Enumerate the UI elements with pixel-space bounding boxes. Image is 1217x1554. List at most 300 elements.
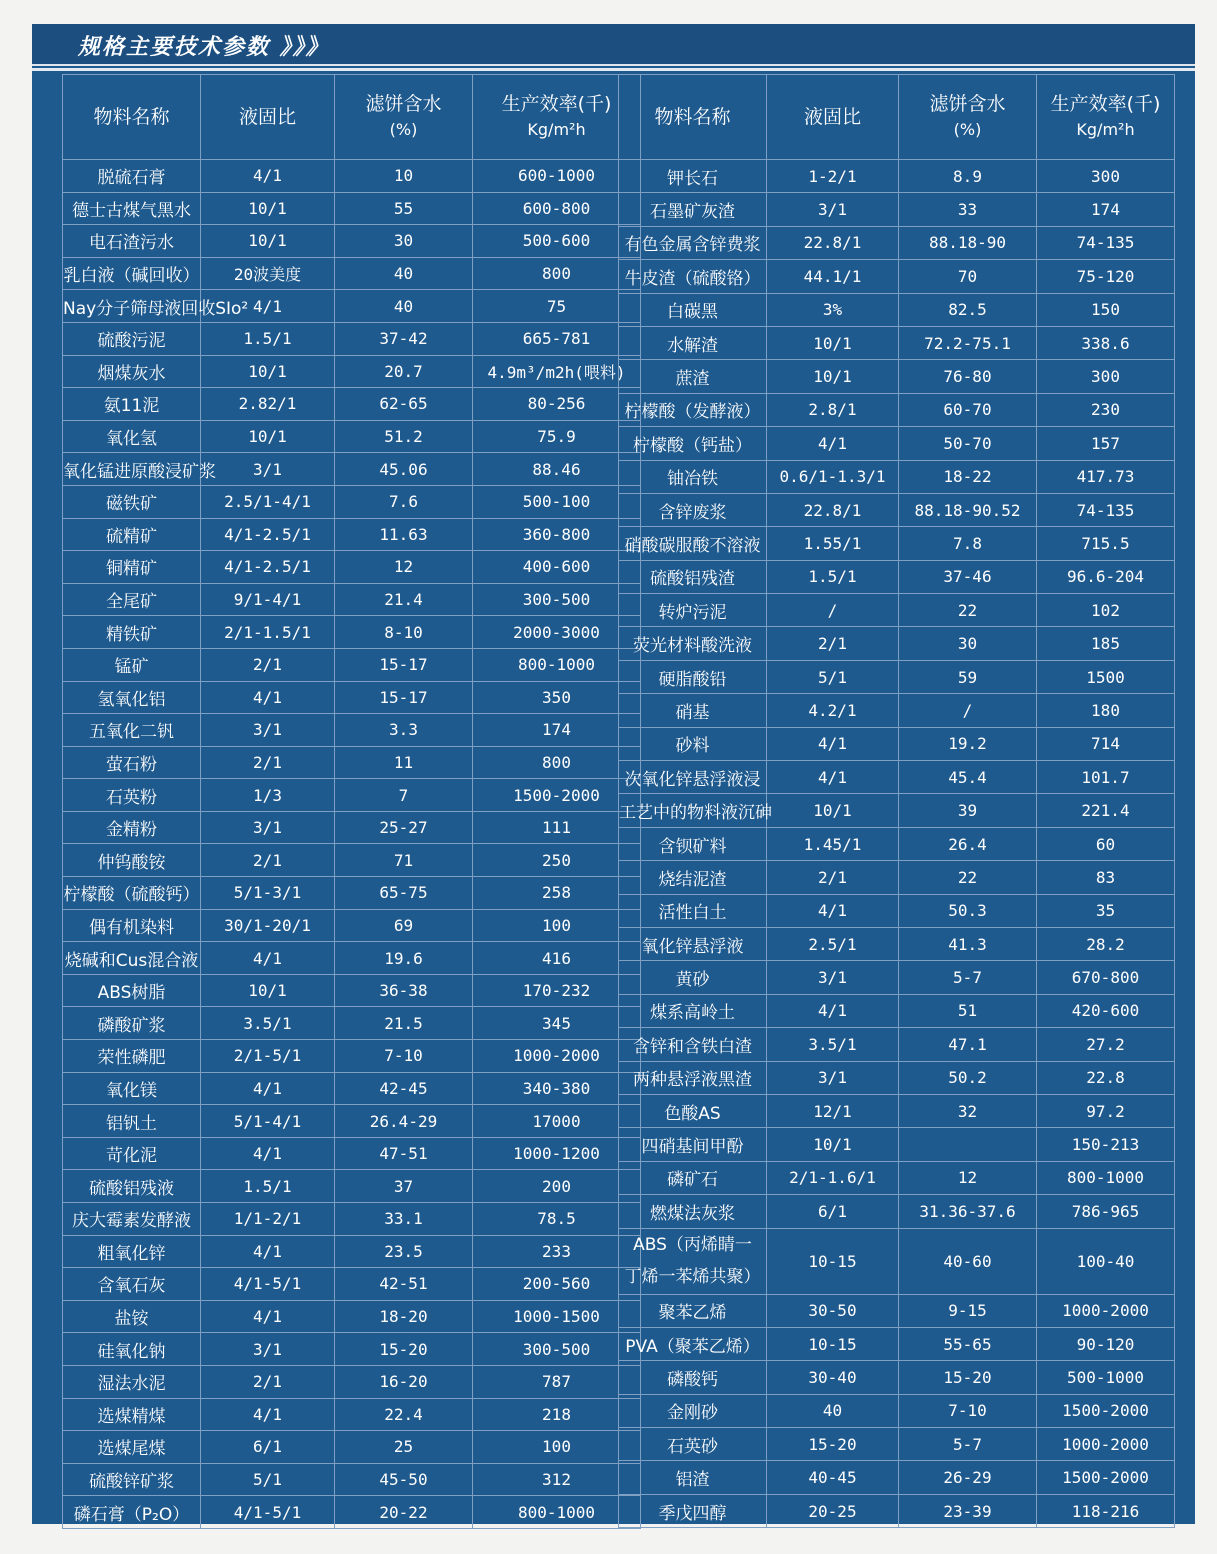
table-row xyxy=(63,877,641,910)
cell-name: 铝渣 xyxy=(619,1461,767,1494)
cell-ratio: 5/1-4/1 xyxy=(201,1105,335,1138)
cell-ratio: 0.6/1-1.3/1 xyxy=(767,460,899,493)
cell-efficiency: 230 xyxy=(1037,393,1175,426)
cell-name: 燃煤法灰浆 xyxy=(619,1195,767,1228)
table-row xyxy=(619,1161,1175,1194)
cell-moisture: 65-75 xyxy=(335,877,473,910)
col-header-efficiency-unit: Kg/m²h xyxy=(527,120,586,139)
cell-moisture: 37 xyxy=(335,1170,473,1203)
table-row xyxy=(619,360,1175,393)
cell-moisture: 5-7 xyxy=(899,961,1037,994)
cell-ratio: 3/1 xyxy=(201,714,335,747)
cell-ratio: 4/1 xyxy=(201,1300,335,1333)
table-row xyxy=(63,257,641,290)
title-divider xyxy=(32,68,1195,71)
cell-ratio: 20-25 xyxy=(767,1494,899,1527)
cell-ratio: 10/1 xyxy=(201,192,335,225)
cell-moisture: 33 xyxy=(899,193,1037,226)
cell-name: 硬脂酸铅 xyxy=(619,660,767,693)
cell-name: 硫酸锌矿浆 xyxy=(63,1463,201,1496)
cell-ratio: 4/1-5/1 xyxy=(201,1268,335,1301)
cell-ratio: 3/1 xyxy=(767,961,899,994)
cell-ratio: 3/1 xyxy=(767,1061,899,1094)
cell-ratio: 4/1 xyxy=(767,994,899,1027)
table-row xyxy=(619,827,1175,860)
cell-moisture: 59 xyxy=(899,660,1037,693)
cell-name: 荣性磷肥 xyxy=(63,1040,201,1073)
table-row xyxy=(63,322,641,355)
col-header-moisture xyxy=(335,75,473,160)
table-row xyxy=(619,1128,1175,1161)
col-header-efficiency xyxy=(473,75,641,160)
cell-efficiency: 200 xyxy=(473,1170,641,1203)
cell-efficiency: 101.7 xyxy=(1037,761,1175,794)
cell-moisture: 9-15 xyxy=(899,1294,1037,1327)
cell-efficiency: 665-781 xyxy=(473,322,641,355)
cell-name: 德士古煤气黑水 xyxy=(63,192,201,225)
cell-name: 锰矿 xyxy=(63,648,201,681)
spec-table-left xyxy=(62,74,641,1529)
cell-name: 石墨矿灰渣 xyxy=(619,193,767,226)
cell-efficiency: 350 xyxy=(473,681,641,714)
table-row xyxy=(619,1195,1175,1228)
cell-name: 磁铁矿 xyxy=(63,485,201,518)
cell-moisture: 7 xyxy=(335,779,473,812)
cell-ratio: 2/1-1.5/1 xyxy=(201,616,335,649)
cell-moisture: 45-50 xyxy=(335,1463,473,1496)
table-row xyxy=(63,648,641,681)
table-row xyxy=(63,1463,641,1496)
cell-name: 柠檬酸（发酵液） xyxy=(619,393,767,426)
cell-name: 硫酸污泥 xyxy=(63,322,201,355)
table-header-row xyxy=(619,75,1175,160)
cell-moisture: 20-22 xyxy=(335,1496,473,1529)
table-row xyxy=(619,1361,1175,1394)
table-row xyxy=(63,1203,641,1236)
cell-moisture: 19.2 xyxy=(899,727,1037,760)
cell-ratio: 3.5/1 xyxy=(767,1028,899,1061)
cell-name: 转炉污泥 xyxy=(619,594,767,627)
spec-table-right xyxy=(618,74,1175,1528)
cell-moisture: 45.06 xyxy=(335,453,473,486)
cell-efficiency: 416 xyxy=(473,942,641,975)
cell-name: Nay分子筛母液回收SIo² xyxy=(63,290,201,323)
table-row xyxy=(63,420,641,453)
cell-name: 有色金属含锌费浆 xyxy=(619,226,767,259)
col-header-name: 物料名称 xyxy=(63,75,201,160)
cell-ratio: 4/1-2.5/1 xyxy=(201,551,335,584)
cell-name: 煤系高岭土 xyxy=(619,994,767,1027)
cell-moisture: 15-17 xyxy=(335,681,473,714)
cell-efficiency: 80-256 xyxy=(473,388,641,421)
table-row xyxy=(63,779,641,812)
cell-ratio: 3/1 xyxy=(201,1333,335,1366)
cell-ratio: 10-15 xyxy=(767,1327,899,1360)
cell-efficiency: 100-40 xyxy=(1037,1228,1175,1294)
cell-name: PVA（聚苯乙烯） xyxy=(619,1327,767,1360)
cell-moisture: 33.1 xyxy=(335,1203,473,1236)
cell-moisture: 39 xyxy=(899,794,1037,827)
cell-ratio: 30-40 xyxy=(767,1361,899,1394)
cell-ratio: 3/1 xyxy=(201,453,335,486)
cell-name: 仲钨酸铵 xyxy=(63,844,201,877)
cell-moisture: 7.6 xyxy=(335,485,473,518)
table-row xyxy=(619,160,1175,193)
cell-moisture: 23-39 xyxy=(899,1494,1037,1527)
cell-ratio: 4/1 xyxy=(201,1398,335,1431)
cell-name: 聚苯乙烯 xyxy=(619,1294,767,1327)
cell-name: 萤石粉 xyxy=(63,746,201,779)
cell-efficiency: 715.5 xyxy=(1037,527,1175,560)
cell-ratio: 4/1 xyxy=(201,1072,335,1105)
cell-efficiency: 500-100 xyxy=(473,485,641,518)
cell-name: 乳白液（碱回收） xyxy=(63,257,201,290)
cell-efficiency: 360-800 xyxy=(473,518,641,551)
col-header-moisture-label: 滤饼含水 xyxy=(365,93,442,115)
cell-efficiency: 1000-2000 xyxy=(473,1040,641,1073)
cell-efficiency: 174 xyxy=(1037,193,1175,226)
table-row xyxy=(63,681,641,714)
cell-moisture: 5-7 xyxy=(899,1428,1037,1461)
cell-ratio: 10/1 xyxy=(201,355,335,388)
cell-efficiency: 200-560 xyxy=(473,1268,641,1301)
cell-efficiency: 150-213 xyxy=(1037,1128,1175,1161)
cell-efficiency: 111 xyxy=(473,811,641,844)
cell-ratio: 4/1 xyxy=(767,727,899,760)
cell-efficiency: 1500 xyxy=(1037,660,1175,693)
cell-name: 水解渣 xyxy=(619,326,767,359)
table-row xyxy=(619,861,1175,894)
cell-moisture: 23.5 xyxy=(335,1235,473,1268)
table-row xyxy=(619,627,1175,660)
table-row xyxy=(63,1496,641,1529)
cell-moisture: 21.5 xyxy=(335,1007,473,1040)
table-row xyxy=(619,794,1175,827)
cell-efficiency: 218 xyxy=(473,1398,641,1431)
table-row xyxy=(63,518,641,551)
cell-name: 金刚砂 xyxy=(619,1394,767,1427)
cell-ratio: 4/1 xyxy=(767,427,899,460)
cell-efficiency: 417.73 xyxy=(1037,460,1175,493)
table-row xyxy=(63,192,641,225)
cell-ratio: 4.2/1 xyxy=(767,694,899,727)
cell-moisture: 45.4 xyxy=(899,761,1037,794)
table-row xyxy=(63,1365,641,1398)
table-row xyxy=(63,1398,641,1431)
cell-moisture: 7-10 xyxy=(335,1040,473,1073)
cell-efficiency: 60 xyxy=(1037,827,1175,860)
cell-moisture: 30 xyxy=(335,225,473,258)
table-row xyxy=(63,1300,641,1333)
table-row xyxy=(619,326,1175,359)
cell-efficiency: 258 xyxy=(473,877,641,910)
cell-efficiency: 1500-2000 xyxy=(473,779,641,812)
cell-efficiency: 1000-1200 xyxy=(473,1137,641,1170)
cell-ratio: 4/1 xyxy=(767,761,899,794)
cell-name: 含锌和含铁白渣 xyxy=(619,1028,767,1061)
cell-ratio: 2/1 xyxy=(201,844,335,877)
cell-ratio: 10/1 xyxy=(767,794,899,827)
col-header-moisture-unit: (%) xyxy=(953,120,982,139)
table-row xyxy=(619,460,1175,493)
cell-moisture: 71 xyxy=(335,844,473,877)
table-row xyxy=(619,1327,1175,1360)
cell-moisture: 19.6 xyxy=(335,942,473,975)
table-row xyxy=(63,1268,641,1301)
cell-name: 氧化锰进原酸浸矿浆 xyxy=(63,453,201,486)
table-row xyxy=(619,994,1175,1027)
table-row xyxy=(619,1094,1175,1127)
cell-efficiency: 300-500 xyxy=(473,583,641,616)
col-header-name: 物料名称 xyxy=(619,75,767,160)
table-row xyxy=(63,1137,641,1170)
cell-name: ABS树脂 xyxy=(63,974,201,1007)
cell-moisture: 8.9 xyxy=(899,160,1037,193)
cell-ratio: 2.5/1-4/1 xyxy=(201,485,335,518)
cell-efficiency: 800-1000 xyxy=(473,1496,641,1529)
cell-moisture: 40 xyxy=(335,257,473,290)
col-header-ratio: 液固比 xyxy=(201,75,335,160)
cell-ratio: / xyxy=(767,594,899,627)
table-row xyxy=(619,1394,1175,1427)
cell-moisture: 18-22 xyxy=(899,460,1037,493)
cell-name: 硝基 xyxy=(619,694,767,727)
cell-moisture: 31.36-37.6 xyxy=(899,1195,1037,1228)
table-row xyxy=(63,811,641,844)
table-row xyxy=(63,1007,641,1040)
cell-name: 全尾矿 xyxy=(63,583,201,616)
cell-ratio: 44.1/1 xyxy=(767,260,899,293)
cell-name: 牛皮渣（硫酸铬） xyxy=(619,260,767,293)
cell-efficiency: 233 xyxy=(473,1235,641,1268)
cell-name: 钾长石 xyxy=(619,160,767,193)
cell-efficiency: 800 xyxy=(473,746,641,779)
cell-name: 盐铵 xyxy=(63,1300,201,1333)
col-header-efficiency-unit: Kg/m²h xyxy=(1076,120,1135,139)
cell-ratio: 4/1 xyxy=(201,160,335,193)
cell-efficiency: 800-1000 xyxy=(473,648,641,681)
cell-moisture: 42-45 xyxy=(335,1072,473,1105)
cell-ratio: 6/1 xyxy=(767,1195,899,1228)
cell-ratio: 5/1 xyxy=(201,1463,335,1496)
cell-efficiency: 88.46 xyxy=(473,453,641,486)
cell-efficiency: 250 xyxy=(473,844,641,877)
cell-moisture: 12 xyxy=(335,551,473,584)
cell-moisture: 69 xyxy=(335,909,473,942)
table-row xyxy=(619,761,1175,794)
cell-efficiency: 96.6-204 xyxy=(1037,560,1175,593)
cell-ratio: 10/1 xyxy=(201,974,335,1007)
cell-ratio: 4/1-5/1 xyxy=(201,1496,335,1529)
col-header-moisture-label: 滤饼含水 xyxy=(929,93,1006,115)
cell-ratio: 10/1 xyxy=(201,225,335,258)
cell-moisture: 8-10 xyxy=(335,616,473,649)
table-row xyxy=(619,193,1175,226)
cell-name: 铜精矿 xyxy=(63,551,201,584)
col-header-ratio: 液固比 xyxy=(767,75,899,160)
table-row xyxy=(619,1228,1175,1294)
table-row xyxy=(619,1428,1175,1461)
cell-name: 硫精矿 xyxy=(63,518,201,551)
cell-ratio: 30/1-20/1 xyxy=(201,909,335,942)
cell-ratio: 2.8/1 xyxy=(767,393,899,426)
cell-efficiency: 28.2 xyxy=(1037,927,1175,960)
table-row xyxy=(63,551,641,584)
cell-moisture: 55-65 xyxy=(899,1327,1037,1360)
cell-ratio: 2/1 xyxy=(201,1365,335,1398)
cell-moisture: 51 xyxy=(899,994,1037,1027)
cell-name: 工艺中的物料液沉砷 xyxy=(619,794,767,827)
cell-ratio: 2/1-5/1 xyxy=(201,1040,335,1073)
table-row xyxy=(619,927,1175,960)
cell-name: 季戊四醇 xyxy=(619,1494,767,1527)
cell-moisture: / xyxy=(899,694,1037,727)
cell-name: 湿法水泥 xyxy=(63,1365,201,1398)
cell-moisture: 47.1 xyxy=(899,1028,1037,1061)
cell-ratio: 15-20 xyxy=(767,1428,899,1461)
cell-moisture: 62-65 xyxy=(335,388,473,421)
cell-ratio: 10/1 xyxy=(767,360,899,393)
cell-efficiency: 300-500 xyxy=(473,1333,641,1366)
cell-moisture: 36-38 xyxy=(335,974,473,1007)
table-row xyxy=(619,1494,1175,1527)
cell-moisture: 3.3 xyxy=(335,714,473,747)
table-row xyxy=(63,974,641,1007)
cell-efficiency: 1500-2000 xyxy=(1037,1461,1175,1494)
table-row xyxy=(63,1072,641,1105)
cell-ratio: 1.55/1 xyxy=(767,527,899,560)
table-row xyxy=(63,844,641,877)
cell-efficiency: 400-600 xyxy=(473,551,641,584)
cell-name: 硫酸铝残渣 xyxy=(619,560,767,593)
cell-name: 含钡矿料 xyxy=(619,827,767,860)
cell-efficiency: 500-600 xyxy=(473,225,641,258)
table-row xyxy=(619,260,1175,293)
cell-moisture: 42-51 xyxy=(335,1268,473,1301)
cell-ratio: 1-2/1 xyxy=(767,160,899,193)
cell-efficiency: 600-800 xyxy=(473,192,641,225)
cell-name: 黄砂 xyxy=(619,961,767,994)
cell-efficiency: 1000-2000 xyxy=(1037,1428,1175,1461)
cell-efficiency: 180 xyxy=(1037,694,1175,727)
cell-name: 选煤尾煤 xyxy=(63,1431,201,1464)
cell-name: 磷酸钙 xyxy=(619,1361,767,1394)
cell-efficiency: 300 xyxy=(1037,360,1175,393)
cell-name: 磷石膏（P₂O） xyxy=(63,1496,201,1529)
cell-efficiency: 1000-2000 xyxy=(1037,1294,1175,1327)
table-row xyxy=(63,1170,641,1203)
cell-name: 精铁矿 xyxy=(63,616,201,649)
cell-moisture: 22 xyxy=(899,861,1037,894)
cell-name: 两种悬浮液黑渣 xyxy=(619,1061,767,1094)
cell-name: 硫酸铝残液 xyxy=(63,1170,201,1203)
cell-name: 氧化氢 xyxy=(63,420,201,453)
cell-ratio: 1.5/1 xyxy=(767,560,899,593)
col-header-efficiency-label: 生产效率(千) xyxy=(1050,93,1161,115)
cell-name: 偶有机染料 xyxy=(63,909,201,942)
cell-ratio: 4/1 xyxy=(201,1137,335,1170)
table-row xyxy=(619,560,1175,593)
cell-efficiency: 17000 xyxy=(473,1105,641,1138)
cell-name: 活性白土 xyxy=(619,894,767,927)
cell-ratio: 4/1 xyxy=(201,942,335,975)
cell-moisture: 25 xyxy=(335,1431,473,1464)
cell-efficiency: 174 xyxy=(473,714,641,747)
col-header-efficiency xyxy=(1037,75,1175,160)
cell-moisture: 82.5 xyxy=(899,293,1037,326)
cell-moisture: 41.3 xyxy=(899,927,1037,960)
cell-name: 磷酸矿浆 xyxy=(63,1007,201,1040)
table-row xyxy=(63,1431,641,1464)
cell-efficiency: 97.2 xyxy=(1037,1094,1175,1127)
cell-name: 粗氧化锌 xyxy=(63,1235,201,1268)
table-row xyxy=(619,1461,1175,1494)
table-row xyxy=(63,453,641,486)
cell-efficiency: 78.5 xyxy=(473,1203,641,1236)
page-title: 规格主要技术参数 》》》 xyxy=(78,35,330,60)
cell-moisture: 26.4-29 xyxy=(335,1105,473,1138)
cell-efficiency: 4.9m³/m2h(喂料) xyxy=(473,355,641,388)
cell-name: 砂料 xyxy=(619,727,767,760)
cell-efficiency: 150 xyxy=(1037,293,1175,326)
cell-moisture: 40 xyxy=(335,290,473,323)
cell-moisture: 72.2-75.1 xyxy=(899,326,1037,359)
cell-efficiency: 787 xyxy=(473,1365,641,1398)
cell-ratio: 1.5/1 xyxy=(201,322,335,355)
cell-efficiency: 1000-1500 xyxy=(473,1300,641,1333)
cell-efficiency: 2000-3000 xyxy=(473,616,641,649)
cell-ratio: 10/1 xyxy=(767,326,899,359)
cell-ratio: 1/3 xyxy=(201,779,335,812)
cell-moisture: 7-10 xyxy=(899,1394,1037,1427)
cell-name: 次氧化锌悬浮液浸 xyxy=(619,761,767,794)
cell-ratio: 22.8/1 xyxy=(767,493,899,526)
cell-name: 柠檬酸（硫酸钙） xyxy=(63,877,201,910)
cell-efficiency: 74-135 xyxy=(1037,493,1175,526)
cell-moisture: 50.2 xyxy=(899,1061,1037,1094)
cell-ratio: 10/1 xyxy=(201,420,335,453)
cell-efficiency: 35 xyxy=(1037,894,1175,927)
cell-ratio: 12/1 xyxy=(767,1094,899,1127)
table-row xyxy=(619,894,1175,927)
cell-moisture: 30 xyxy=(899,627,1037,660)
cell-ratio: 3% xyxy=(767,293,899,326)
cell-moisture: 26-29 xyxy=(899,1461,1037,1494)
cell-name: 氢氧化铝 xyxy=(63,681,201,714)
cell-efficiency: 118-216 xyxy=(1037,1494,1175,1527)
cell-ratio: 20波美度 xyxy=(201,257,335,290)
cell-ratio: 30-50 xyxy=(767,1294,899,1327)
cell-name: 色酸AS xyxy=(619,1094,767,1127)
cell-efficiency: 338.6 xyxy=(1037,326,1175,359)
cell-moisture: 70 xyxy=(899,260,1037,293)
cell-name: ABS（丙烯睛一 丁烯一苯烯共聚） xyxy=(619,1228,767,1294)
table-row xyxy=(63,909,641,942)
cell-moisture: 21.4 xyxy=(335,583,473,616)
cell-moisture: 20.7 xyxy=(335,355,473,388)
cell-moisture: 11 xyxy=(335,746,473,779)
cell-ratio: 5/1 xyxy=(767,660,899,693)
table-row xyxy=(619,694,1175,727)
cell-ratio: 4/1 xyxy=(201,290,335,323)
cell-ratio: 4/1-2.5/1 xyxy=(201,518,335,551)
cell-efficiency: 75-120 xyxy=(1037,260,1175,293)
cell-efficiency: 340-380 xyxy=(473,1072,641,1105)
table-row xyxy=(63,1040,641,1073)
cell-ratio: 3.5/1 xyxy=(201,1007,335,1040)
cell-efficiency: 27.2 xyxy=(1037,1028,1175,1061)
col-header-efficiency-label: 生产效率(千) xyxy=(501,93,612,115)
